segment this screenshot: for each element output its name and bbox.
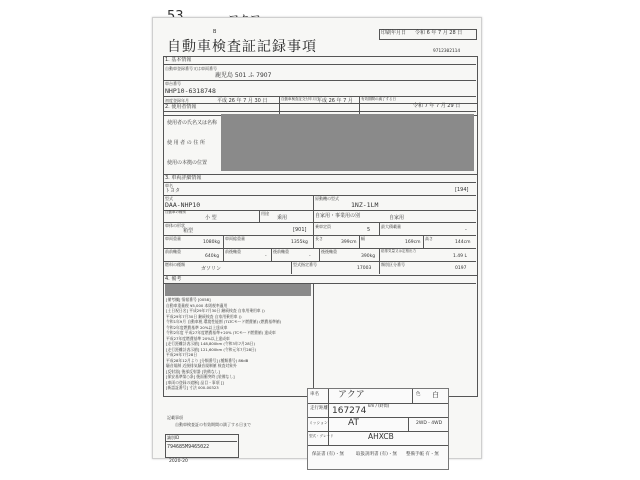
footer-code: 2020-20 (169, 459, 188, 464)
type-value: DAA-NHP10 (165, 201, 201, 209)
maker-code: [194] (455, 187, 469, 193)
doc-number: 9712302114 (433, 49, 461, 54)
section-user: 2. 使用者情報 (165, 104, 197, 110)
redacted-notes (165, 284, 311, 296)
grade-value: AHXCB (368, 432, 394, 441)
mileage-unit: km / (時間) (368, 403, 390, 408)
mileage-value: 167274 (332, 406, 367, 416)
front-axle-label: 前前軸重 (165, 249, 181, 254)
class-no-value: 0197 (455, 266, 467, 271)
note-line: [保安基準第○条] 後面衝突時 [装備なし] (166, 374, 235, 379)
weight-value: 1080kg (203, 240, 220, 245)
rear-front-label: 後前軸重 (273, 249, 289, 254)
mission-label: ミッション (309, 420, 328, 425)
use-label: 用途 (261, 211, 269, 216)
dealer-card (307, 388, 449, 470)
note-line: 令和1年9月 自動車税 環境性能割 (TLTCモード燃費値) (燃費基準値) (166, 319, 282, 324)
color-label: 色 (416, 392, 421, 397)
note-line: 自動車重量税 ¥5,000 本則税率適用 (166, 302, 228, 308)
capacity-value: 5 (367, 227, 371, 233)
note-line: 令和2年度 平成27年度燃費基準+20% (TCモード燃費値) 達成車 (166, 330, 276, 335)
note-line: [車両の登録の遮断] 品目・事項 [] (166, 379, 224, 385)
body-value: 箱型 (183, 228, 194, 234)
id-label: 識別ID (167, 435, 180, 440)
car-name-label: 車名 (310, 392, 319, 397)
engine-value: 1NZ-1LM (351, 201, 379, 209)
private-value: 自家用 (389, 215, 405, 221)
height-label: 高さ (425, 236, 433, 241)
note-line: 平成28年12月より [分類番号] (種類番号) 86dB (166, 357, 249, 363)
length-label: 長さ (315, 236, 323, 241)
drive-value: 2WD・4WD (416, 421, 443, 426)
height-value: 144cm (455, 240, 471, 245)
rear-front-value: - (309, 254, 311, 259)
section-vehicle: 3. 車両詳細情報 (165, 175, 202, 181)
engine-label: 原動機の型式 (315, 196, 339, 201)
note-line: [土日祝日名] 平成29年7月30日 継続検査 自家用乗用車 () (166, 308, 265, 313)
small-mark: B (213, 29, 217, 35)
expiry-value: 令和 7 年 7 月 29 日 (413, 103, 461, 109)
disp-value: 1.49 L (453, 254, 467, 259)
recall-text: 自動車検査証の有効期間の満了する日まで (175, 422, 251, 427)
width-label: 幅 (361, 236, 365, 241)
width-value: 169cm (405, 240, 421, 245)
note-line: [反射器] 後部反射器 [装備なし] (166, 368, 220, 374)
maker-value: トヨタ (165, 188, 181, 194)
user-base-label: 使用の本拠の位置 (167, 160, 208, 166)
maker-label: 車名 (165, 183, 173, 188)
maxload-label: 最大積載量 (381, 224, 401, 229)
expiry-label: 有効期間の満了する日 (361, 97, 396, 101)
fuel-value: ガソリン (201, 266, 222, 272)
color-value: 白 (432, 391, 439, 399)
note-line: 騒音規制 近接排気騒音規制値 検査対象外 (166, 363, 237, 368)
chassis-label: 車台番号 (165, 81, 181, 86)
body-label: 車体の形状 (165, 223, 185, 228)
note-line: 平成27年度燃費基準 20%以上達成車 (166, 335, 230, 341)
gross-value: 1355kg (291, 240, 308, 245)
section-basic: 1. 基本情報 (165, 57, 192, 63)
user-name-label: 使 用 者 の 住 所 (167, 140, 205, 146)
disp-label: 総排気量又は定格出力 (381, 249, 416, 253)
note-line: [備考欄] 情報番号 [0058] (166, 297, 211, 302)
document-title: 自動車検査証記録事項 (167, 39, 317, 55)
maxload-value: - (465, 227, 467, 233)
gross-label: 車両総重量 (225, 236, 245, 241)
rear-axle-label: 後後軸重 (321, 249, 337, 254)
issue-label: 自動車検査証交付年月日 (281, 97, 320, 101)
note-line: [新認証番号] 寸法 000-00323 (166, 385, 219, 390)
user-addr-label: 使用者の氏名又は名称 (167, 120, 218, 126)
front-axle-value: 640kg (205, 254, 220, 259)
mileage-label: 走行距離 (310, 406, 328, 411)
model-no-label: 型式指定番号 (293, 262, 317, 267)
private-label: 自家用・事業用の別 (315, 213, 361, 219)
use-value: 乗用 (277, 215, 288, 221)
note-line: [走行距離計表示値] 148,800km (令和3年7月28日) (166, 341, 255, 346)
kind-value: 小 型 (205, 215, 217, 221)
manual-item: 取扱説明書 (有)・無 (356, 452, 397, 457)
model-no-value: 17003 (357, 266, 372, 271)
note-line: 平成29年7月28日 (166, 352, 198, 357)
fuel-label: 燃料の種類 (165, 262, 185, 267)
body-code: [901] (293, 227, 307, 233)
first-reg-value: 平成 26 年 7 月 30 日 (217, 98, 268, 104)
car-name-value: アクア (338, 390, 365, 400)
class-no-label: 類別区分番号 (381, 262, 405, 267)
front-rear-label: 前後軸重 (225, 249, 241, 254)
note-line: 平成29年7月30日 継続検査 自家用乗用車 () (166, 313, 242, 319)
recall-label: 記載事項 (167, 415, 183, 420)
inspection-certificate (152, 17, 482, 464)
first-reg-label: 初度登録年月 (165, 98, 189, 103)
capacity-label: 乗車定員 (315, 224, 331, 229)
warranty-item: 保証書 (有)・無 (312, 452, 344, 457)
note-line: 令和2年度燃費基準 20%以上達成車 (166, 324, 228, 330)
redacted-user-info (221, 114, 474, 171)
mission-value: AT (348, 418, 359, 428)
issue-value: 平成 26 年 7 月 (317, 98, 353, 104)
print-date: 令和 6 年 7 月 28 日 (415, 30, 463, 36)
grade-label: 型式・グレード (309, 434, 334, 438)
weight-label: 車両重量 (165, 236, 181, 241)
print-date-label: 印刷年月日 (381, 30, 407, 36)
length-value: 399cm (341, 240, 357, 245)
front-rear-value: - (265, 254, 267, 259)
chassis-value: NHP10-6318748 (165, 87, 216, 95)
section-notes: 4. 備考 (165, 276, 182, 282)
type-label: 型式 (165, 196, 173, 201)
reg-label: 自動車登録番号又は車両番号 (165, 66, 217, 71)
rear-axle-value: 390kg (361, 254, 376, 259)
reg-value: 鹿児島 501 ふ 7907 (215, 72, 272, 79)
id-value: 794685M9465022 (167, 444, 210, 450)
maintenance-item: 整備手帳 有・無 (406, 452, 439, 457)
note-line: [走行距離計表示値] 121,600km (令和元年7月28日) (166, 346, 257, 352)
kind-label: 自動車の種別 (165, 210, 186, 214)
